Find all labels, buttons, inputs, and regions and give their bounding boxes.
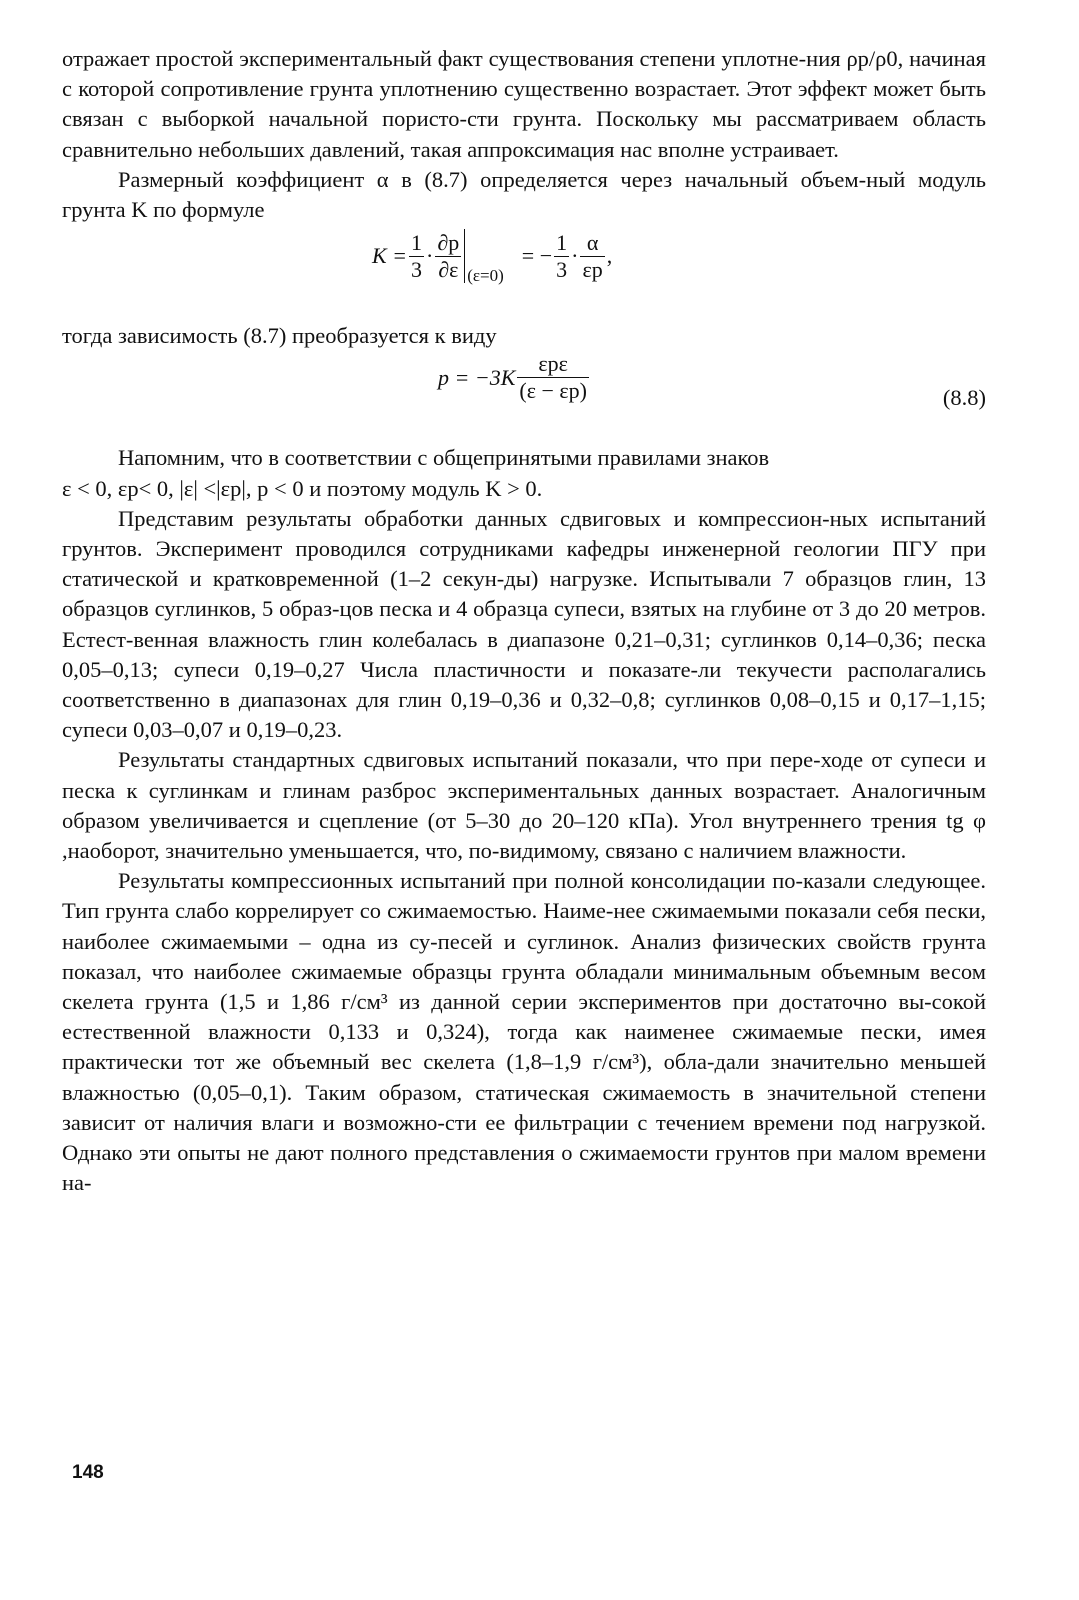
formula1-eval-at: (ε=0) xyxy=(467,266,504,286)
paragraph-1: отражает простой экспериментальный факт существования степени уплотне-ния ρp/ρ0, начиная с которой сопротивление грунта уплотнению существенно возрастает. Этот эффект может быть связан с выборкой начальной пористо-сти грунта. Поскольку мы рассматриваем область сравнительно небольших давлений, такая аппроксимация нас вполне устраивает. xyxy=(62,46,986,162)
paragraph-4: Напомним, что в соответствии с общепринятыми правилами знаков ε < 0, εp< 0, |ε| <|εp|, p < 0 и поэтому модуль K > 0. xyxy=(62,445,770,501)
formula1-frac-1: $\frac{1}{3}$ xyxy=(411,229,423,282)
formula2-frac: $\frac{\text{εpε}}{(\varepsilon - \varepsilon p)}$ xyxy=(519,351,587,404)
paragraph-3: тогда зависимость (8.7) преобразуется к виду xyxy=(62,323,497,349)
page-body xyxy=(62,44,986,1199)
formula-bulk-modulus: K = $\frac{1}{3}$ · $\frac{\partial p}{\partial\varepsilon}$ (ε=0) = − $\frac{1}{3}$ · $\frac{\alpha}{\varepsilon p}$ , xyxy=(62,225,986,321)
formula1-eq2: = − xyxy=(521,243,553,269)
formula1-frac-derivative: $\frac{\partial p}{\partial\varepsilon}$ xyxy=(437,229,460,282)
formula1-frac-alpha: $\frac{\alpha}{\varepsilon p}$ xyxy=(582,229,603,282)
paragraph-2: Размерный коэффициент α в (8.7) определяется через начальный объем-ный модуль грунта K по формуле xyxy=(62,166,986,223)
formula1-eval-bar xyxy=(464,229,465,283)
formula-8-8 xyxy=(62,351,986,443)
paragraph-7: Результаты компрессионных испытаний при полной консолидации по-казали следующее. Тип грунта слабо коррелирует со сжимаемостью. Наиме-нее сжимаемыми показали себя пески, наиболее сжимаемыми – одна из су-песей и суглинок. Анализ физических свойств грунта показал, что наиболее сжимаемые образцы грунта обладали минимальным объемным весом скелета грунта (1,5 и 1,86 г/см³ из данной серии экспериментов при достаточно вы-сокой естественной влажности 0,133 и 0,324), тогда как наименее сжимаемые пески, имея практически тот же объемный вес скелета (1,8–1,9 г/см³), обла-дали значительно меньшей влажностью (0,05–0,1). Таким образом, статическая сжимаемость в значительной степени зависит от наличия влаги и возможно-сти ее фильтрации с течением времени под нагрузкой. Однако эти опыты не дают полного представления о сжимаемости грунтов при малом времени на- xyxy=(62,868,986,1196)
paragraph-5: Представим результаты обработки данных сдвиговых и компрессион-ных испытаний грунтов. Эксперимент проводился сотрудниками кафедры инженерной геологии ПГУ при статической и кратковременной (1–2 секун-ды) нагрузке. Испытывали 7 образцов глин, 13 образцов суглинков, 5 образ-цов песка и 4 образца супеси, взятых на глубине от 3 до 20 метров. Естест-венная влажность глин колебалась в диапазоне 0,21–0,31; суглинков 0,14–0,36; песка 0,05–0,13; супеси 0,19–0,27 Числа пластичности и показате-ли текучести располагались соответственно в диапазонах для глин 0,19–0,36 и 0,32–0,8; суглинков 0,08–0,15 и 0,17–1,15; супеси 0,03–0,07 и 0,19–0,23. xyxy=(62,505,986,743)
formula1-lhs: K = xyxy=(372,243,408,269)
formula1-frac-3: $\frac{1}{3}$ xyxy=(556,229,568,282)
paragraph-6: Результаты стандартных сдвиговых испытаний показали, что при пере-ходе от супеси и песка к суглинкам и глинам разброс экспериментальных данных возрастает. Аналогичным образом увеличивается и сцепление (от 5–30 до 20–120 кПа). Угол внутреннего трения tg φ ,наоборот, значительно уменьшается, что, по-видимому, связано с наличием влажности. xyxy=(62,747,986,864)
page-number: 148 xyxy=(72,1462,104,1483)
formula2-lhs: p = −3K xyxy=(438,364,516,390)
equation-number: (8.8) xyxy=(942,385,986,411)
